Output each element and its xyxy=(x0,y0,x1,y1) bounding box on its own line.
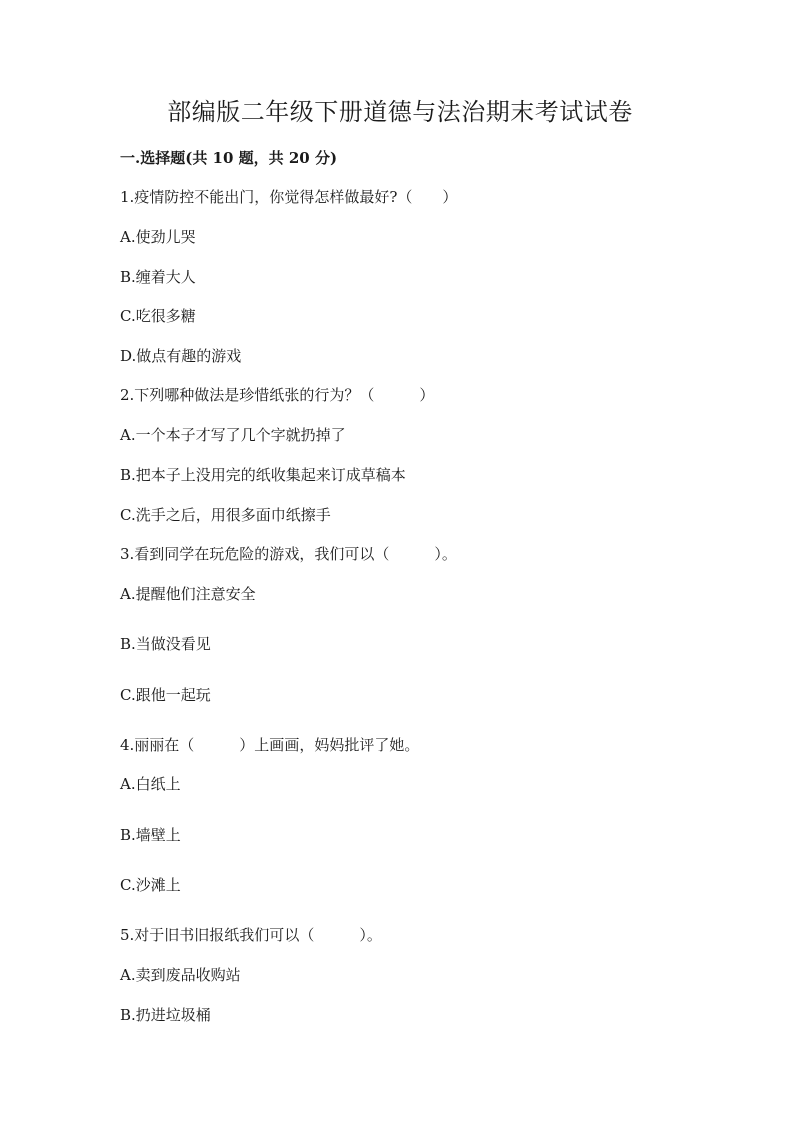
question-1-stem: 1.疫情防控不能出门，你觉得怎样做最好?（ ） xyxy=(120,188,458,206)
question-5-option-a: A.卖到废品收购站 xyxy=(120,966,241,984)
question-1-option-d: D.做点有趣的游戏 xyxy=(120,347,242,365)
question-2-option-b: B.把本子上没用完的纸收集起来订成草稿本 xyxy=(120,466,406,484)
question-1-option-c: C.吃很多糖 xyxy=(120,307,196,325)
question-5-stem: 5.对于旧书旧报纸我们可以（ ）。 xyxy=(120,926,382,944)
question-2-option-c: C.洗手之后，用很多面巾纸擦手 xyxy=(120,506,331,524)
section-heading: 一.选择题(共 10 题，共 20 分) xyxy=(120,149,338,167)
question-3-stem: 3.看到同学在玩危险的游戏，我们可以（ ）。 xyxy=(120,545,457,563)
question-5-option-b: B.扔进垃圾桶 xyxy=(120,1006,211,1024)
question-3-option-a: A.提醒他们注意安全 xyxy=(120,585,256,603)
question-3-option-c: C.跟他一起玩 xyxy=(120,686,211,704)
question-4-option-c: C.沙滩上 xyxy=(120,876,181,894)
question-3-option-b: B.当做没看见 xyxy=(120,635,211,653)
question-4-option-a: A.白纸上 xyxy=(120,775,181,793)
question-4-stem: 4.丽丽在（ ）上画画，妈妈批评了她。 xyxy=(120,736,420,754)
exam-title: 部编版二年级下册道德与法治期末考试试卷 xyxy=(167,98,633,126)
question-2-stem: 2.下列哪种做法是珍惜纸张的行为？（ ） xyxy=(120,386,435,404)
question-2-option-a: A.一个本子才写了几个字就扔掉了 xyxy=(120,426,346,444)
question-1-option-b: B.缠着大人 xyxy=(120,268,196,286)
question-1-option-a: A.使劲儿哭 xyxy=(120,228,196,246)
question-4-option-b: B.墙壁上 xyxy=(120,826,181,844)
